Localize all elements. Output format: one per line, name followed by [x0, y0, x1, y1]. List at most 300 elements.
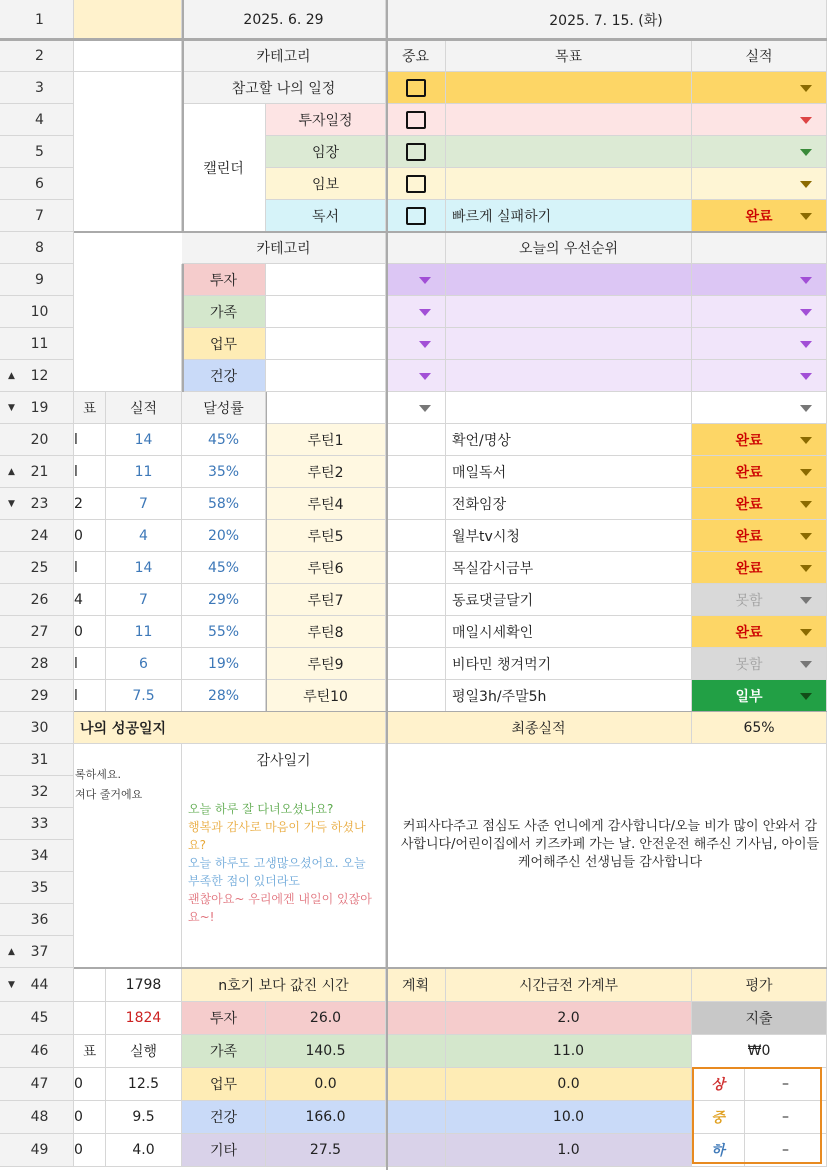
- collapse-up-icon[interactable]: ▲: [8, 466, 15, 477]
- row-header: [0, 1134, 74, 1167]
- cell: [386, 520, 446, 552]
- routine-status-dropdown[interactable]: [692, 616, 827, 648]
- row-number: 8: [35, 239, 44, 256]
- final-result-value: 65%: [692, 712, 827, 744]
- plan-header: 계획: [386, 968, 446, 1002]
- priority-goal[interactable]: [446, 360, 692, 392]
- category-header: 카테고리: [182, 232, 386, 264]
- row-header: [0, 456, 74, 488]
- goal-partial-header: 표: [74, 392, 106, 424]
- dropdown-cell[interactable]: [386, 392, 446, 424]
- result-dropdown[interactable]: [692, 72, 827, 104]
- row-number: 47: [30, 1076, 49, 1092]
- routine-rate: 20%: [182, 520, 266, 552]
- time-category: 투자: [182, 1002, 266, 1035]
- row-number: 49: [30, 1142, 49, 1158]
- row-header: [0, 136, 74, 168]
- expand-down-icon[interactable]: ▼: [8, 498, 15, 509]
- goal-partial: l: [74, 648, 106, 680]
- money-value: 0.0: [446, 1068, 692, 1101]
- section-divider: [0, 38, 827, 41]
- routine-name: 루틴2: [266, 456, 386, 488]
- section-divider: [74, 231, 827, 233]
- dropdown-arrow-icon[interactable]: [800, 533, 812, 540]
- cell: [386, 552, 446, 584]
- row-header: [0, 616, 74, 648]
- prompt-text: 오늘 하루 잘 다녀오셨나요?: [188, 802, 334, 816]
- final-result-label: 최종실적: [386, 712, 692, 744]
- routine-status-dropdown[interactable]: [692, 456, 827, 488]
- routine-actual: 7: [106, 584, 182, 616]
- money-value: 2.0: [446, 1002, 692, 1035]
- routine-status-dropdown[interactable]: [692, 552, 827, 584]
- dropdown-arrow-icon[interactable]: [800, 181, 812, 188]
- routine-name: 루틴7: [266, 584, 386, 616]
- grade-value[interactable]: –: [745, 1134, 827, 1167]
- priority-result-dropdown[interactable]: [692, 360, 827, 392]
- routine-actual: 4: [106, 520, 182, 552]
- routine-rate: 55%: [182, 616, 266, 648]
- routine-name: 루틴1: [266, 424, 386, 456]
- row-number: 21: [30, 463, 49, 480]
- exec-value: 9.5: [106, 1101, 182, 1134]
- dropdown-arrow-icon[interactable]: [419, 309, 431, 316]
- row-number: 7: [35, 207, 44, 224]
- routine-task: 전화임장: [446, 488, 692, 520]
- routine-task: 평일3h/주말5h: [446, 680, 692, 712]
- status-text: 완료: [735, 560, 763, 577]
- priority-result-dropdown[interactable]: [692, 264, 827, 296]
- row-number: 12: [30, 367, 49, 384]
- row-number: 27: [30, 623, 49, 640]
- routine-actual: 11: [106, 616, 182, 648]
- goal-partial: l: [74, 456, 106, 488]
- checkbox[interactable]: [406, 207, 426, 225]
- goal-input[interactable]: 빠르게 실패하기: [446, 200, 692, 232]
- priority-input[interactable]: [266, 264, 386, 296]
- time-category: 가족: [182, 1035, 266, 1068]
- dropdown-arrow-icon[interactable]: [800, 629, 812, 636]
- routine-status-dropdown[interactable]: [692, 488, 827, 520]
- money-value: 1.0: [446, 1134, 692, 1167]
- cell: [74, 0, 182, 40]
- actual-header: 실적: [106, 392, 182, 424]
- result-header: 실적: [692, 40, 827, 72]
- dropdown-arrow-icon[interactable]: [800, 469, 812, 476]
- money-value: 11.0: [446, 1035, 692, 1068]
- routine-rate: 58%: [182, 488, 266, 520]
- row-number: 9: [35, 271, 44, 288]
- priority-goal[interactable]: [446, 296, 692, 328]
- row-header: [0, 232, 74, 264]
- status-text: 완료: [735, 432, 763, 449]
- row-number: 46: [30, 1043, 49, 1059]
- prompt-text: 행복과 감사로 마음이 가득 하셨나요?: [188, 820, 366, 852]
- row-number: 26: [30, 591, 49, 608]
- row-header: [0, 680, 74, 712]
- row-number: 6: [35, 175, 44, 192]
- row-number: 11: [30, 335, 49, 352]
- calendar-item: 임장: [266, 136, 386, 168]
- row-number: 3: [35, 79, 44, 96]
- grade-label: 상: [692, 1068, 745, 1101]
- priority-dropdown[interactable]: [386, 360, 446, 392]
- row-header: [0, 744, 74, 776]
- exec-header: 실행: [106, 1035, 182, 1068]
- dropdown-arrow-icon[interactable]: [800, 661, 812, 668]
- goal-partial: 0: [74, 520, 106, 552]
- gratitude-prompts: [188, 800, 378, 926]
- cell: [386, 648, 446, 680]
- dropdown-arrow-icon[interactable]: [800, 149, 812, 156]
- goal-input[interactable]: [446, 136, 692, 168]
- row-header: [0, 552, 74, 584]
- row-header: [0, 776, 74, 808]
- row-number: 30: [30, 719, 49, 736]
- row-number: 2: [35, 47, 44, 64]
- row-header: [0, 904, 74, 936]
- routine-status-dropdown[interactable]: [692, 520, 827, 552]
- row-header: [0, 296, 74, 328]
- time-category: 기타: [182, 1134, 266, 1167]
- ref-schedule-label: 참고할 나의 일정: [182, 72, 386, 104]
- row-number: 44: [30, 976, 49, 993]
- exec-value: 4.0: [106, 1134, 182, 1167]
- money-value: 10.0: [446, 1101, 692, 1134]
- row-number: 35: [30, 879, 49, 896]
- status-text: 못함: [735, 592, 763, 609]
- cell: [74, 968, 106, 1002]
- routine-rate: 45%: [182, 424, 266, 456]
- cell: [386, 584, 446, 616]
- row-header: [0, 424, 74, 456]
- goal-input[interactable]: [446, 72, 692, 104]
- routine-status-dropdown[interactable]: [692, 584, 827, 616]
- cell: [386, 232, 446, 264]
- goal-partial: l: [74, 680, 106, 712]
- category-header: 카테고리: [182, 40, 386, 72]
- row-header: [0, 168, 74, 200]
- ledger-header: 시간금전 가계부: [446, 968, 692, 1002]
- routine-name: 루틴9: [266, 648, 386, 680]
- goal-partial: 0: [74, 1134, 106, 1167]
- row-header: [0, 968, 74, 1002]
- dropdown-arrow-icon[interactable]: [800, 277, 812, 284]
- routine-status-dropdown[interactable]: [692, 680, 827, 712]
- section-divider: [182, 0, 184, 232]
- routine-name: 루틴4: [266, 488, 386, 520]
- eval-header: 평가: [692, 968, 827, 1002]
- priority-dropdown[interactable]: [386, 264, 446, 296]
- section-divider: [74, 967, 827, 969]
- collapse-up-icon[interactable]: ▲: [8, 946, 15, 957]
- exec-value: 1824: [106, 1002, 182, 1035]
- prompt-text: 괜찮아요~ 우리에겐 내일이 있잖아요~!: [188, 892, 372, 924]
- priority-result-dropdown[interactable]: [692, 296, 827, 328]
- routine-rate: 35%: [182, 456, 266, 488]
- important-checkbox-cell[interactable]: [386, 136, 446, 168]
- row-number: 36: [30, 911, 49, 928]
- grade-label: 하: [692, 1134, 745, 1167]
- dropdown-arrow-icon[interactable]: [800, 501, 812, 508]
- rate-header: 달성률: [182, 392, 266, 424]
- spend-label: 지출: [692, 1002, 827, 1035]
- goal-partial: l: [74, 424, 106, 456]
- goal-partial: 4: [74, 584, 106, 616]
- plan-cell[interactable]: [386, 1068, 446, 1101]
- dropdown-cell[interactable]: [692, 392, 827, 424]
- result-dropdown[interactable]: [692, 200, 827, 232]
- row-number: 31: [30, 751, 49, 768]
- truncated-note: 져다 줄거에요: [75, 788, 143, 801]
- grade-value[interactable]: –: [745, 1101, 827, 1134]
- priority-input[interactable]: [266, 360, 386, 392]
- dropdown-arrow-icon[interactable]: [800, 597, 812, 604]
- row-number: 5: [35, 143, 44, 160]
- routine-actual: 6: [106, 648, 182, 680]
- row-number: 1: [35, 11, 44, 28]
- priority-dropdown[interactable]: [386, 296, 446, 328]
- important-checkbox-cell[interactable]: [386, 168, 446, 200]
- routine-task: 확언/명상: [446, 424, 692, 456]
- calendar-item: 독서: [266, 200, 386, 232]
- status-text: 완료: [735, 464, 763, 481]
- row-number: 19: [30, 399, 49, 416]
- dropdown-arrow-icon[interactable]: [419, 405, 431, 412]
- row-number: 4: [35, 111, 44, 128]
- expand-down-icon[interactable]: ▼: [8, 979, 15, 990]
- valuable-time-header: n호기 보다 값진 시간: [182, 968, 386, 1002]
- cell: [74, 72, 182, 232]
- exec-value: 12.5: [106, 1068, 182, 1101]
- section-divider: [182, 264, 184, 392]
- status-text: 완료: [735, 624, 763, 641]
- row-header: [0, 808, 74, 840]
- goal-partial: 0: [74, 1068, 106, 1101]
- routine-name: 루틴6: [266, 552, 386, 584]
- priority-input[interactable]: [266, 296, 386, 328]
- cell: [386, 456, 446, 488]
- important-checkbox-cell[interactable]: [386, 72, 446, 104]
- time-value: 1798: [106, 968, 182, 1002]
- expand-down-icon[interactable]: ▼: [8, 402, 15, 413]
- dropdown-arrow-icon[interactable]: [800, 373, 812, 380]
- routine-task: 매일독서: [446, 456, 692, 488]
- routine-actual: 11: [106, 456, 182, 488]
- prompt-text: 오늘 하루도 고생많으셨어요. 오늘 부족한 점이 있더라도: [188, 856, 366, 888]
- section-divider: [74, 711, 827, 712]
- goal-partial: 2: [74, 488, 106, 520]
- goal-header: 목표: [446, 40, 692, 72]
- result-dropdown[interactable]: [692, 104, 827, 136]
- important-checkbox-cell[interactable]: [386, 200, 446, 232]
- cell: [692, 232, 827, 264]
- goal-partial: 0: [74, 616, 106, 648]
- routine-task: 매일시세확인: [446, 616, 692, 648]
- goal-partial: l: [74, 552, 106, 584]
- time-value: 26.0: [266, 1002, 386, 1035]
- row-header: [0, 104, 74, 136]
- row-header: [0, 328, 74, 360]
- date-start: 2025. 6. 29: [182, 0, 386, 40]
- result-dropdown[interactable]: [692, 136, 827, 168]
- dropdown-arrow-icon[interactable]: [419, 341, 431, 348]
- cell: [74, 40, 182, 72]
- row-header: [0, 264, 74, 296]
- important-header: 중요: [386, 40, 446, 72]
- row-header: [0, 648, 74, 680]
- status-text: 완료: [735, 496, 763, 513]
- dropdown-arrow-icon[interactable]: [800, 309, 812, 316]
- row-number: 37: [30, 943, 49, 960]
- row-header: [0, 72, 74, 104]
- row-number: 45: [30, 1010, 49, 1026]
- priority-header: 오늘의 우선순위: [446, 232, 692, 264]
- row-header: [0, 0, 74, 40]
- time-value: 166.0: [266, 1101, 386, 1134]
- dropdown-arrow-icon[interactable]: [800, 117, 812, 124]
- checkbox[interactable]: [406, 175, 426, 193]
- dropdown-arrow-icon[interactable]: [800, 565, 812, 572]
- cell: [386, 680, 446, 712]
- row-number: 10: [30, 303, 49, 320]
- priority-category: 가족: [182, 296, 266, 328]
- time-value: 0.0: [266, 1068, 386, 1101]
- spend-value: ₩0: [692, 1035, 827, 1068]
- row-number: 34: [30, 847, 49, 864]
- calendar-item: 임보: [266, 168, 386, 200]
- routine-rate: 28%: [182, 680, 266, 712]
- row-header: [0, 392, 74, 424]
- row-number: 33: [30, 815, 49, 832]
- routine-actual: 14: [106, 552, 182, 584]
- grade-value[interactable]: –: [745, 1068, 827, 1101]
- gratitude-entry-text: 커피사다주고 점심도 사준 언니에게 감사합니다/오늘 비가 많이 안와서 감사합니다/어린이집에서 키즈카페 가는 날. 안전운전 해주신 기사님, 아이들 케어해주신 선생님들 감사합니다: [400, 819, 820, 870]
- dropdown-arrow-icon[interactable]: [800, 341, 812, 348]
- collapse-up-icon[interactable]: ▲: [8, 370, 15, 381]
- section-divider: [266, 392, 267, 712]
- checkbox[interactable]: [406, 111, 426, 129]
- routine-task: 목실감시금부: [446, 552, 692, 584]
- time-category: 업무: [182, 1068, 266, 1101]
- status-text: 완료: [745, 208, 773, 225]
- row-header: [0, 840, 74, 872]
- row-number: 48: [30, 1109, 49, 1125]
- cell: [386, 616, 446, 648]
- routine-actual: 7: [106, 488, 182, 520]
- routine-rate: 45%: [182, 552, 266, 584]
- routine-task: 월부tv시청: [446, 520, 692, 552]
- success-journal-title: 나의 성공일지: [74, 712, 386, 744]
- routine-name: 루틴5: [266, 520, 386, 552]
- routine-actual: 14: [106, 424, 182, 456]
- row-number: 29: [30, 687, 49, 704]
- time-category: 건강: [182, 1101, 266, 1134]
- checkbox[interactable]: [406, 79, 426, 97]
- row-header: [0, 712, 74, 744]
- priority-result-dropdown[interactable]: [692, 328, 827, 360]
- checkbox[interactable]: [406, 143, 426, 161]
- date-today: 2025. 7. 15. (화): [386, 0, 827, 40]
- status-text: 완료: [735, 528, 763, 545]
- row-header: [0, 520, 74, 552]
- row-number: 20: [30, 431, 49, 448]
- routine-status-dropdown[interactable]: [692, 648, 827, 680]
- cell: [446, 392, 692, 424]
- goal-partial-header: 표: [74, 1035, 106, 1068]
- time-value: 27.5: [266, 1134, 386, 1167]
- goal-input[interactable]: [446, 104, 692, 136]
- priority-dropdown[interactable]: [386, 328, 446, 360]
- dropdown-arrow-icon[interactable]: [800, 213, 812, 220]
- goal-partial: 0: [74, 1101, 106, 1134]
- routine-rate: 19%: [182, 648, 266, 680]
- routine-task: 동료댓글달기: [446, 584, 692, 616]
- cell: [266, 392, 386, 424]
- routine-name: 루틴10: [266, 680, 386, 712]
- grade-label: 중: [692, 1101, 745, 1134]
- row-header: [0, 1101, 74, 1134]
- status-text: 못함: [735, 656, 763, 673]
- priority-goal[interactable]: [446, 264, 692, 296]
- plan-cell[interactable]: [386, 1002, 446, 1035]
- priority-category: 업무: [182, 328, 266, 360]
- time-value: 140.5: [266, 1035, 386, 1068]
- row-header: [0, 872, 74, 904]
- dropdown-arrow-icon[interactable]: [800, 693, 812, 700]
- cell: [386, 488, 446, 520]
- row-number: 25: [30, 559, 49, 576]
- routine-rate: 29%: [182, 584, 266, 616]
- dropdown-arrow-icon[interactable]: [800, 437, 812, 444]
- row-header: [0, 360, 74, 392]
- row-header: [0, 1068, 74, 1101]
- cell: [386, 424, 446, 456]
- row-number: 23: [30, 495, 49, 512]
- row-header: [0, 40, 74, 72]
- row-number: 28: [30, 655, 49, 672]
- plan-cell[interactable]: [386, 1134, 446, 1167]
- routine-status-dropdown[interactable]: [692, 424, 827, 456]
- row-number: 32: [30, 783, 49, 800]
- dropdown-arrow-icon[interactable]: [800, 405, 812, 412]
- row-header: [0, 1035, 74, 1068]
- cell: [74, 264, 182, 392]
- dropdown-arrow-icon[interactable]: [419, 373, 431, 380]
- routine-name: 루틴8: [266, 616, 386, 648]
- routine-task: 비타민 챙겨먹기: [446, 648, 692, 680]
- result-dropdown[interactable]: [692, 168, 827, 200]
- section-divider: [386, 0, 388, 1170]
- row-header: [0, 1002, 74, 1035]
- journal-header: 감사일기: [256, 753, 311, 769]
- goal-input[interactable]: [446, 168, 692, 200]
- row-header: [0, 584, 74, 616]
- priority-goal[interactable]: [446, 328, 692, 360]
- row-header: [0, 488, 74, 520]
- plan-cell[interactable]: [386, 1035, 446, 1068]
- calendar-group-label: 캘린더: [182, 104, 266, 232]
- plan-cell[interactable]: [386, 1101, 446, 1134]
- priority-input[interactable]: [266, 328, 386, 360]
- important-checkbox-cell[interactable]: [386, 104, 446, 136]
- priority-category: 투자: [182, 264, 266, 296]
- dropdown-arrow-icon[interactable]: [800, 85, 812, 92]
- row-header: [0, 936, 74, 968]
- row-number: 24: [30, 527, 49, 544]
- calendar-item: 투자일정: [266, 104, 386, 136]
- dropdown-arrow-icon[interactable]: [419, 277, 431, 284]
